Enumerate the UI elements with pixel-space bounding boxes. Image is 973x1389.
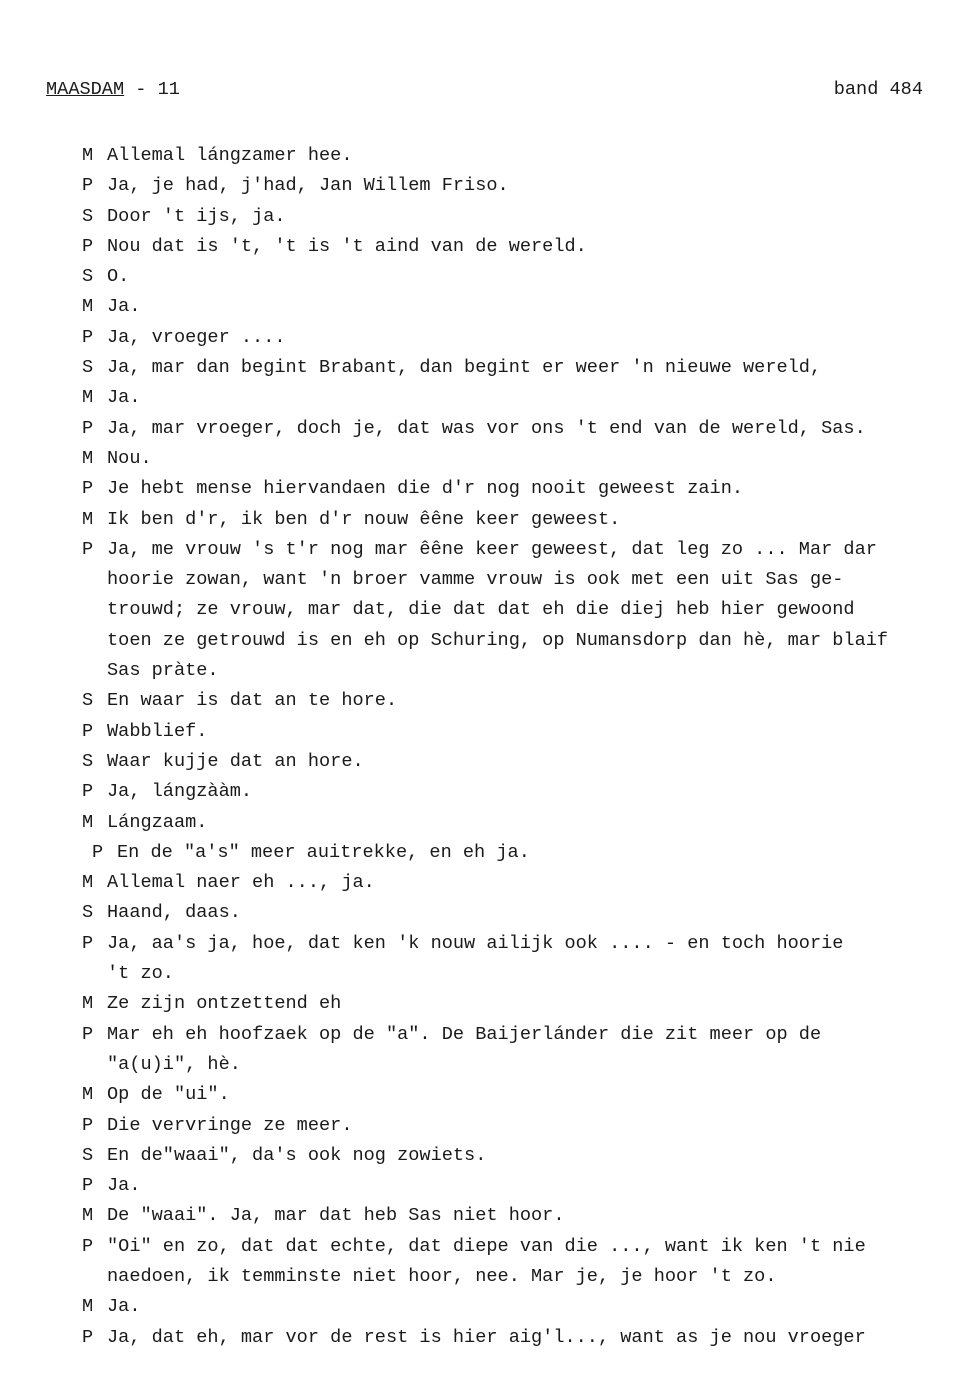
dialogue-turn [82, 1171, 970, 1201]
speaker-label: M [82, 811, 94, 833]
utterance-line: Ja. [107, 387, 141, 409]
utterance-line: Lángzaam. [107, 811, 208, 833]
dialogue-turn [92, 838, 970, 868]
utterance [107, 444, 152, 474]
utterance-line: Ja, mar vroeger, doch je, dat was vor ons 't end van de wereld, Sas. [107, 417, 866, 439]
utterance-line: Haand, daas. [107, 902, 241, 924]
utterance [107, 141, 352, 171]
utterance [107, 747, 364, 777]
utterance-line: Op de "ui". [107, 1084, 230, 1106]
utterance [117, 838, 530, 868]
utterance-line: naedoen, ik temminste niet hoor, nee. Mar je, je hoor 't zo. [107, 1265, 777, 1287]
speaker-label: P [82, 1114, 94, 1136]
speaker-label: S [82, 266, 94, 288]
utterance [107, 1111, 352, 1141]
speaker-label: S [82, 357, 94, 379]
utterance-line: trouwd; ze vrouw, mar dat, die dat dat eh die diej heb hier gewoond [107, 599, 855, 621]
dialogue-turn [82, 232, 970, 262]
utterance-line: Ja, je had, j'had, Jan Willem Friso. [107, 175, 509, 197]
speaker-label: P [82, 1235, 94, 1257]
utterance-line: Ja, mar dan begint Brabant, dan begint er weer 'n nieuwe wereld, [107, 357, 822, 379]
utterance [107, 292, 140, 322]
utterance [107, 1232, 866, 1293]
dialogue-turn [82, 898, 970, 928]
dialogue-turn [82, 717, 970, 747]
speaker-label: P [92, 841, 104, 863]
dialogue-turn [82, 747, 970, 777]
dialogue-turn [82, 444, 970, 474]
utterance-line: Die vervringe ze meer. [107, 1114, 353, 1136]
speaker-label: S [82, 205, 94, 227]
dialogue-turn [82, 141, 970, 171]
speaker-label: S [82, 750, 94, 772]
utterance [107, 717, 207, 747]
utterance-line: En waar is dat an te hore. [107, 690, 398, 712]
page-header [46, 79, 923, 105]
utterance [107, 1292, 140, 1322]
speaker-label: S [82, 690, 94, 712]
speaker-label: P [82, 235, 94, 257]
speaker-label: P [82, 326, 94, 348]
utterance-line: "a(u)i", hè. [107, 1053, 241, 1075]
dialogue-turn [82, 202, 970, 232]
dialogue-turn [82, 989, 970, 1019]
dialogue-turn [82, 535, 970, 686]
utterance-line: Ik ben d'r, ik ben d'r nouw êêne keer geweest. [107, 508, 621, 530]
dialogue-turn [82, 383, 970, 413]
speaker-label: M [82, 447, 94, 469]
utterance [107, 1080, 230, 1110]
utterance [107, 989, 341, 1019]
speaker-label: S [82, 902, 94, 924]
speaker-label: P [82, 1023, 94, 1045]
utterance [107, 929, 843, 990]
speaker-label: P [82, 781, 94, 803]
header-left [46, 79, 180, 100]
dialogue-turn [82, 1141, 970, 1171]
utterance-line: De "waai". Ja, mar dat heb Sas niet hoor. [107, 1205, 565, 1227]
speaker-label: M [82, 1084, 94, 1106]
dialogue-turn [82, 1323, 970, 1353]
utterance [107, 686, 397, 716]
dialogue-turn [82, 777, 970, 807]
speaker-label: P [82, 417, 94, 439]
utterance [107, 232, 587, 262]
utterance [107, 171, 509, 201]
utterance-line: Je hebt mense hiervandaen die d'r nog nooit geweest zain. [107, 478, 744, 500]
utterance-line: O. [107, 266, 130, 288]
header-tape-number: band 484 [833, 79, 923, 100]
speaker-label: P [82, 175, 94, 197]
utterance-line: Ze zijn ontzettend eh [107, 993, 342, 1015]
utterance-line: Ja, lángzààm. [107, 781, 253, 803]
utterance-line: hoorie zowan, want 'n broer vamme vrouw is ook met een uit Sas ge- [107, 569, 844, 591]
dialogue-turn [82, 1020, 970, 1081]
utterance [107, 323, 286, 353]
utterance [107, 1020, 821, 1081]
utterance [107, 868, 375, 898]
utterance [107, 1171, 140, 1201]
dialogue-turn [82, 262, 970, 292]
utterance [107, 474, 743, 504]
speaker-label: M [82, 872, 94, 894]
speaker-label: P [82, 1326, 94, 1348]
utterance-line: Sas pràte. [107, 660, 219, 682]
utterance [107, 1201, 564, 1231]
utterance-line: Allemal lángzamer hee. [107, 145, 353, 166]
utterance-line: Ja, vroeger .... [107, 326, 286, 348]
dialogue-turn [82, 1232, 970, 1293]
utterance-line: "Oi" en zo, dat dat echte, dat diepe van die ..., want ik ken 't nie [107, 1235, 866, 1257]
speaker-label: P [82, 1175, 94, 1197]
header-place: MAASDAM [46, 79, 125, 100]
dialogue-turn [82, 929, 970, 990]
utterance [107, 262, 129, 292]
dialogue-turn [82, 353, 970, 383]
speaker-label: M [82, 508, 94, 530]
utterance-line: 't zo. [107, 963, 174, 985]
utterance-line: Ja. [107, 1175, 141, 1197]
dialogue-turn [82, 1111, 970, 1141]
dialogue-turn [82, 171, 970, 201]
utterance-line: Door 't ijs, ja. [107, 205, 286, 227]
utterance [107, 383, 140, 413]
dialogue-turn [82, 686, 970, 716]
utterance-line: Ja, me vrouw 's t'r nog mar êêne keer geweest, dat leg zo ... Mar dar [107, 538, 877, 560]
speaker-label: M [82, 296, 94, 318]
dialogue-turn [82, 323, 970, 353]
utterance-line: Wabblief. [107, 720, 208, 742]
dialogue-turn [82, 474, 970, 504]
speaker-label: P [82, 538, 94, 560]
speaker-label: P [82, 720, 94, 742]
header-page-number: - 11 [124, 79, 180, 100]
utterance [107, 414, 866, 444]
utterance-line: Waar kujje dat an hore. [107, 750, 364, 772]
transcript [82, 141, 970, 1353]
utterance-line: Nou. [107, 447, 152, 469]
speaker-label: M [82, 1296, 94, 1318]
speaker-label: P [82, 932, 94, 954]
utterance [107, 808, 207, 838]
dialogue-turn [82, 505, 970, 535]
utterance-line: En de"waai", da's ook nog zowiets. [107, 1144, 487, 1166]
utterance-line: Mar eh eh hoofzaek op de "a". De Baijerlánder die zit meer op de [107, 1023, 822, 1045]
dialogue-turn [82, 1201, 970, 1231]
dialogue-turn [82, 1080, 970, 1110]
speaker-label: S [82, 1144, 94, 1166]
dialogue-turn [82, 868, 970, 898]
dialogue-turn [82, 808, 970, 838]
speaker-label: P [82, 478, 94, 500]
speaker-label: M [82, 387, 94, 409]
utterance-line: Allemal naer eh ..., ja. [107, 872, 375, 894]
utterance-line: Ja. [107, 1296, 141, 1318]
utterance [107, 535, 888, 686]
speaker-label: M [82, 1205, 94, 1227]
utterance-line: toen ze getrouwd is en eh op Schuring, op Numansdorp dan hè, mar blaif [107, 629, 889, 651]
dialogue-turn [82, 414, 970, 444]
utterance-line: Ja, aa's ja, hoe, dat ken 'k nouw ailijk ook .... - en toch hoorie [107, 932, 844, 954]
speaker-label: M [82, 993, 94, 1015]
utterance-line: Ja, dat eh, mar vor de rest is hier aig'l..., want as je nou vroeger [107, 1326, 866, 1348]
utterance [107, 353, 821, 383]
utterance [107, 505, 620, 535]
utterance-line: Nou dat is 't, 't is 't aind van de wereld. [107, 235, 587, 257]
dialogue-turn [82, 1292, 970, 1322]
speaker-label: M [82, 145, 94, 166]
utterance [107, 1141, 486, 1171]
utterance [107, 202, 286, 232]
dialogue-turn [82, 292, 970, 322]
utterance-line: En de "a's" meer auitrekke, en eh ja. [117, 841, 530, 863]
utterance [107, 898, 241, 928]
utterance-line: Ja. [107, 296, 141, 318]
utterance [107, 777, 252, 807]
utterance [107, 1323, 866, 1353]
